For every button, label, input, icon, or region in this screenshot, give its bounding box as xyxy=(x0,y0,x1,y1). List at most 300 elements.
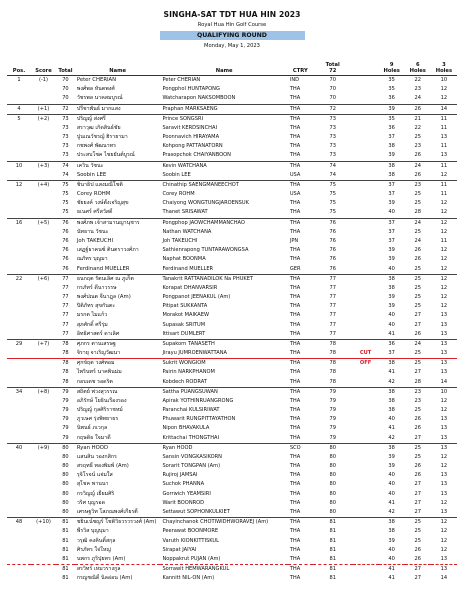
total-cell: 75 xyxy=(56,180,75,190)
name-thai-cell: เศรษฐวิท โสภณพงศ์เกียรติ์ xyxy=(76,508,138,515)
ctry-cell: THA xyxy=(289,463,301,470)
pos-cell xyxy=(7,471,31,480)
table-row xyxy=(7,555,457,565)
score-cell: (+1) xyxy=(31,104,56,114)
table-row xyxy=(7,359,457,369)
holes-9-cell: 42 xyxy=(388,378,395,385)
table-row xyxy=(7,151,457,161)
name-en-cell: Apirak YOTHINRUANGRONG xyxy=(162,397,234,404)
ctry-cell: THA xyxy=(289,152,301,159)
table-row xyxy=(7,320,457,329)
holes-9-cell: 40 xyxy=(388,546,395,553)
score-cell xyxy=(31,190,56,199)
col-name-en: Name xyxy=(215,68,233,74)
total-score-cell: 73 xyxy=(329,134,336,141)
holes-9-cell: 36 xyxy=(379,339,405,349)
name-thai-cell: กรวิญญ์ เยี่ยมศิริ xyxy=(76,490,115,497)
name-thai-cell: สราวุฒ เกิดสินธ์ชัย xyxy=(76,124,121,131)
total-score-cell: 74 xyxy=(329,171,336,178)
results-body xyxy=(7,76,457,584)
table-row xyxy=(7,415,457,424)
score-cell xyxy=(31,264,56,274)
holes-3-cell: 13 xyxy=(440,490,448,497)
ctry-cell: THA xyxy=(289,124,301,131)
name-thai-cell: กอบเดช รอดริต xyxy=(76,378,113,385)
holes-3-cell: 12 xyxy=(440,256,448,263)
table-row xyxy=(7,443,457,453)
total-score-cell: 75 xyxy=(329,200,336,207)
score-cell: (+9) xyxy=(31,443,56,453)
total-score-cell: 70 xyxy=(329,95,336,102)
ctry-cell: THA xyxy=(288,180,313,190)
col-score: Score xyxy=(35,68,52,74)
holes-3-cell: 14 xyxy=(440,575,448,582)
table-row xyxy=(7,527,457,536)
table-row xyxy=(7,94,457,104)
cut-marker-cell xyxy=(353,284,379,293)
score-cell: (+7) xyxy=(31,339,56,349)
ctry-cell: THA xyxy=(289,575,301,582)
name-thai-cell: กรญชณิดิ์ นิลอ่อน (Am) xyxy=(76,575,133,582)
holes-6-cell: 25 xyxy=(414,407,421,414)
col-cut xyxy=(353,58,379,76)
holes-9-cell: 38 xyxy=(388,171,395,178)
ctry-cell: THA xyxy=(289,369,301,376)
table-row xyxy=(7,114,457,124)
name-en-cell: Noppakrut PUJAN (Am) xyxy=(160,555,287,565)
holes-9-cell: 40 xyxy=(388,265,395,272)
holes-9-cell: 41 xyxy=(388,425,395,432)
holes-3-cell: 13 xyxy=(440,330,448,337)
total-score-cell: 77 xyxy=(329,284,336,291)
total-score-cell: 70 xyxy=(329,86,336,93)
table-row xyxy=(7,406,457,415)
report-header xyxy=(0,10,464,49)
score-cell xyxy=(31,424,56,433)
pos-cell xyxy=(7,190,31,199)
total-cell: 79 xyxy=(56,387,75,397)
name-en-cell: Thanet SRISAWAT xyxy=(162,209,208,216)
holes-6-cell: 23 xyxy=(414,397,421,404)
ctry-cell: THA xyxy=(289,360,301,367)
total-cell: 81 xyxy=(56,555,75,565)
total-score-cell: 80 xyxy=(329,472,336,479)
score-cell xyxy=(31,302,56,311)
name-thai-cell: นิพนธ์ ภเวกุล xyxy=(76,425,108,432)
table-row xyxy=(7,564,457,574)
holes-3-cell: 13 xyxy=(431,555,457,565)
holes-6-cell: 25 xyxy=(414,200,421,207)
name-thai-cell: ธเนศร์ ศรีสวัสดิ์ xyxy=(76,209,113,216)
holes-9-cell: 41 xyxy=(388,330,395,337)
score-cell xyxy=(31,349,56,359)
ctry-cell: THA xyxy=(289,312,301,319)
ctry-cell: THA xyxy=(288,274,313,284)
holes-3-cell: 11 xyxy=(440,191,448,198)
holes-9-cell: 40 xyxy=(388,490,395,497)
cut-marker-cell xyxy=(353,330,379,340)
col-9-holes xyxy=(379,58,405,76)
holes-6-cell: 24 xyxy=(405,339,431,349)
holes-6-cell: 28 xyxy=(414,378,421,385)
score-cell xyxy=(31,508,56,518)
pos-cell xyxy=(7,320,31,329)
name-en-cell: Tanakrit RATTANADILOK Na PHUKET xyxy=(160,274,287,284)
holes-9-cell: 37 xyxy=(379,218,405,228)
holes-3-cell: 12 xyxy=(440,171,448,178)
table-row xyxy=(7,274,457,284)
ctry-cell: GER xyxy=(289,265,301,272)
holes-9-cell: 38 xyxy=(379,443,405,453)
total-score-cell: 81 xyxy=(329,528,336,535)
pos-cell xyxy=(7,453,31,462)
holes-9-cell: 38 xyxy=(388,143,395,150)
name-thai-cell: นพกร ภูริปุยทร (Am) xyxy=(75,555,161,565)
name-thai-cell: Ferdinand MUELLER xyxy=(76,265,130,272)
name-thai-cell: ชัยยงค์ วงษ์ตั้งเจริญสุข xyxy=(76,200,129,207)
holes-6-cell: 24 xyxy=(414,238,421,244)
total-cell: 73 xyxy=(56,114,75,124)
holes-3-cell: 13 xyxy=(440,472,448,479)
holes-9-cell: 37 xyxy=(379,180,405,190)
total-score-cell: 75 xyxy=(329,209,336,216)
cut-marker-cell xyxy=(353,527,379,536)
pos-cell xyxy=(7,349,31,359)
name-en-cell: Phuwarit RUNGPITTAYATHON xyxy=(162,416,236,423)
holes-9-cell: 40 xyxy=(388,312,395,319)
cut-marker-cell xyxy=(353,415,379,424)
total-cell: 77 xyxy=(62,330,69,337)
holes-3-cell: 12 xyxy=(440,284,448,291)
name-thai-cell: พงศ์ภพ เจ้าสามานญานุชาร xyxy=(75,218,161,228)
total-score-cell: 76 xyxy=(329,256,336,263)
holes-3-cell: 11 xyxy=(440,124,448,131)
total-score-cell: 81 xyxy=(329,575,336,582)
holes-3-cell: 10 xyxy=(431,387,457,397)
cut-marker-cell xyxy=(353,199,379,208)
name-en-cell: Sirapat JAIYAI xyxy=(162,546,197,553)
table-row xyxy=(7,76,457,86)
pos-cell xyxy=(7,284,31,293)
name-en-cell: Chaiyong WONGTUNGJAROENSUK xyxy=(162,200,249,207)
holes-3-cell: 10 xyxy=(440,77,448,84)
total-cell: 80 xyxy=(56,443,75,453)
total-cell: 78 xyxy=(62,369,69,376)
table-row xyxy=(7,142,457,151)
cut-marker-cell xyxy=(353,424,379,433)
pos-cell xyxy=(7,527,31,536)
holes-9-cell: 39 xyxy=(388,537,395,544)
cut-marker-cell xyxy=(353,76,379,86)
score-cell xyxy=(31,320,56,329)
name-en-cell: Chinathip SAENGMANEECHOT xyxy=(160,180,287,190)
name-en-cell: Praphan MARKSAENG xyxy=(160,104,287,114)
table-row xyxy=(7,490,457,499)
cut-marker-cell xyxy=(353,124,379,133)
ctry-cell: THA xyxy=(288,161,313,171)
name-thai-cell: แสนสิน วองกสิกร xyxy=(76,453,117,460)
name-thai-cell: ชยินเน์ชญร์ โชติวิธวรวรวงศ์ (Am) xyxy=(75,518,161,528)
score-cell: (+3) xyxy=(31,161,56,171)
name-thai-cell: ณภัทร บุญมา xyxy=(76,256,108,263)
name-en-cell: Nathan WATCHANA xyxy=(162,228,212,235)
score-cell xyxy=(31,133,56,142)
table-row xyxy=(7,378,457,388)
holes-9-cell: 37 xyxy=(388,191,395,198)
holes-9-cell: 40 xyxy=(388,321,395,328)
name-thai-cell: ศิรภัทร ใจ่ใหญ่ xyxy=(76,546,111,553)
cut-marker-cell xyxy=(353,255,379,264)
name-en-cell: Joh TAKEUCHI xyxy=(162,238,198,244)
holes-6-cell: 27 xyxy=(414,575,421,582)
score-cell xyxy=(31,490,56,499)
holes-9-cell: 39 xyxy=(388,303,395,310)
holes-3-cell: 13 xyxy=(431,339,457,349)
holes-3-cell: 12 xyxy=(440,546,448,553)
score-cell xyxy=(31,434,56,444)
pos-cell xyxy=(7,237,31,246)
cut-marker-cell xyxy=(353,564,379,574)
ctry-cell: THA xyxy=(288,218,313,228)
holes-6-cell: 26 xyxy=(414,546,421,553)
cut-marker-cell xyxy=(353,311,379,320)
pos-cell: 10 xyxy=(7,161,31,171)
holes-6-cell: 22 xyxy=(414,124,421,131)
total-score-cell: 77 xyxy=(329,330,336,337)
total-cell: 77 xyxy=(62,312,69,319)
cut-marker-cell: OFF xyxy=(359,360,372,367)
name-thai-cell: พงศ์พล หันตพงศ์ xyxy=(76,86,115,93)
holes-6-cell: 27 xyxy=(414,481,421,488)
ctry-cell: IND xyxy=(289,77,300,84)
score-cell xyxy=(31,378,56,388)
holes-9-cell: 38 xyxy=(379,274,405,284)
total-cell: 75 xyxy=(62,200,69,207)
pos-cell: 12 xyxy=(7,180,31,190)
total-score-cell: 77 xyxy=(329,294,336,301)
holes-9-cell: 35 xyxy=(388,77,395,84)
pos-cell: 40 xyxy=(7,443,31,453)
score-cell xyxy=(31,536,56,545)
cut-marker-cell xyxy=(353,228,379,237)
name-en-cell: Pongphop JAOWCHAMMANCHAO xyxy=(160,218,287,228)
holes-3-cell: 13 xyxy=(440,425,448,432)
holes-6-cell: 26 xyxy=(414,425,421,432)
name-en-cell: Sukrit WONGIOM xyxy=(162,360,206,367)
total-cell: 79 xyxy=(62,416,69,423)
total-cell: 70 xyxy=(62,86,69,93)
ctry-cell: THA xyxy=(289,499,301,506)
ctry-cell: THA xyxy=(289,508,301,515)
holes-3-cell: 12 xyxy=(440,407,448,414)
total-score-cell: 81 xyxy=(313,555,353,565)
name-en-cell: Jirayu JUMROENWATTANA xyxy=(160,349,287,359)
total-score-cell: 78 xyxy=(329,369,336,376)
holes-6-cell: 25 xyxy=(414,303,421,310)
table-header-row xyxy=(7,58,457,76)
name-en-cell: Suchok PHANNA xyxy=(162,481,205,488)
total-score-cell: 79 xyxy=(313,387,353,397)
name-en-cell: Kobdech RODRAT xyxy=(162,378,207,385)
ctry-cell: THA xyxy=(289,228,301,235)
name-thai-cell: Corey ROHM xyxy=(76,191,111,198)
score-cell xyxy=(31,462,56,471)
cut-marker-cell xyxy=(353,518,379,528)
pos-cell xyxy=(7,574,31,583)
col-pos: Pos. xyxy=(12,68,26,74)
table-row xyxy=(7,387,457,397)
name-thai-cell: พีรวิส บุญบุมา xyxy=(76,528,109,535)
cut-marker-cell xyxy=(353,499,379,508)
total-score-cell: 80 xyxy=(329,463,336,470)
name-en-cell: Paranchai KULSIRIWAT xyxy=(162,407,220,414)
total-cell: 77 xyxy=(62,321,69,328)
total-cell: 73 xyxy=(62,152,69,159)
ctry-cell: THA xyxy=(289,143,301,150)
holes-9-cell: 41 xyxy=(388,369,395,376)
ctry-cell: USA xyxy=(289,191,301,198)
total-cell: 80 xyxy=(62,508,69,515)
table-row xyxy=(7,180,457,190)
total-score-cell: 76 xyxy=(313,218,353,228)
holes-9-cell: 38 xyxy=(388,360,395,367)
total-cell: 80 xyxy=(62,463,69,470)
cut-marker-cell xyxy=(353,171,379,181)
holes-6-cell: 25 xyxy=(414,528,421,535)
pos-cell xyxy=(7,133,31,142)
table-row xyxy=(7,480,457,489)
ctry-cell: THA xyxy=(289,200,301,207)
name-en-cell: Ferdinand MUELLER xyxy=(162,265,214,272)
holes-9-cell: 38 xyxy=(379,518,405,528)
cut-marker-cell xyxy=(353,555,379,565)
holes-3-cell: 12 xyxy=(440,86,448,93)
cut-marker-cell xyxy=(353,237,379,246)
holes-6-cell: 25 xyxy=(414,537,421,544)
holes-9-cell: 38 xyxy=(388,407,395,414)
holes-3-cell: 12 xyxy=(431,518,457,528)
h6-label: 6 xyxy=(415,62,420,68)
score-cell xyxy=(31,471,56,480)
pos-cell xyxy=(7,199,31,208)
name-thai-cell: มรกต ไมแก้ว xyxy=(76,312,108,319)
holes-6-cell: 25 xyxy=(414,284,421,291)
name-en-cell: Watcharapon NAKSOMBOON xyxy=(162,95,236,102)
pos-cell xyxy=(7,264,31,274)
pos-cell xyxy=(7,151,31,161)
cut-marker-cell xyxy=(353,443,379,453)
score-cell xyxy=(31,397,56,406)
total-cell: 80 xyxy=(62,453,69,460)
pos-cell: 4 xyxy=(7,104,31,114)
total-cell: 73 xyxy=(62,134,69,141)
total-cell: 77 xyxy=(62,303,69,310)
total-score-cell: 80 xyxy=(329,481,336,488)
pos-cell xyxy=(7,536,31,545)
score-cell xyxy=(31,94,56,104)
cut-marker-cell xyxy=(353,114,379,124)
ctry-cell: SCO xyxy=(288,443,313,453)
holes-3-cell: 12 xyxy=(440,200,448,207)
score-cell xyxy=(31,171,56,181)
name-en-cell: Kohpong PATTANATORN xyxy=(162,143,223,150)
total-score-cell: 79 xyxy=(329,397,336,404)
holes-6-cell: 22 xyxy=(414,77,421,84)
cut-marker-cell xyxy=(353,180,379,190)
h9-holes-label: Holes xyxy=(383,68,400,74)
holes-3-cell: 11 xyxy=(440,143,448,150)
pos-cell xyxy=(7,480,31,489)
total-cell: 80 xyxy=(62,499,69,506)
name-en-cell: Prince SONGSRI xyxy=(160,114,287,124)
name-thai-cell: อิทธิศาสตร์ ดาเลิศ xyxy=(76,330,120,337)
table-row xyxy=(7,133,457,142)
name-en-cell: Sansin VONGKASIKORN xyxy=(162,453,222,460)
name-thai-cell: วัชรพล นาคสมบูรณ์ xyxy=(76,95,123,102)
score-cell xyxy=(31,228,56,237)
name-en-cell: Kevin WATCHANA xyxy=(160,161,287,171)
score-cell: (+5) xyxy=(31,218,56,228)
holes-6-cell: 25 xyxy=(414,265,421,272)
table-row xyxy=(7,171,457,181)
total-score-cell: 72 xyxy=(313,104,353,114)
total-cell: 77 xyxy=(56,274,75,284)
ctry-cell: THA xyxy=(289,546,301,553)
holes-9-cell: 41 xyxy=(388,499,395,506)
name-thai-cell: ชินาธิป แสงมณีโชติ xyxy=(75,180,161,190)
name-thai-cell: กชพงศ์ พัฒนาทร xyxy=(76,143,116,150)
total-cell: 79 xyxy=(62,425,69,432)
table-row xyxy=(7,462,457,471)
holes-6-cell: 25 xyxy=(414,360,421,367)
holes-6-cell: 24 xyxy=(405,218,431,228)
table-row xyxy=(7,330,457,340)
ctry-cell: THA xyxy=(289,472,301,479)
table-row xyxy=(7,518,457,528)
total-cell: 75 xyxy=(62,191,69,198)
holes-9-cell: 37 xyxy=(388,228,395,235)
holes-9-cell: 42 xyxy=(388,434,395,441)
ctry-cell: THA xyxy=(288,387,313,397)
pos-cell: 22 xyxy=(7,274,31,284)
ctry-cell: THA xyxy=(289,490,301,497)
total-score-cell: 79 xyxy=(329,425,336,432)
holes-3-cell: 12 xyxy=(440,453,448,460)
cut-marker-cell xyxy=(353,142,379,151)
pos-cell: 48 xyxy=(7,518,31,528)
total-score-cell: 73 xyxy=(329,124,336,131)
total-score-cell: 79 xyxy=(329,416,336,423)
total-cell: 74 xyxy=(56,161,75,171)
par-label: 72 xyxy=(329,68,337,74)
holes-9-cell: 41 xyxy=(388,566,395,573)
ctry-cell: THA xyxy=(289,86,301,93)
holes-6-cell: 25 xyxy=(405,443,431,453)
total-cell: 78 xyxy=(62,360,69,367)
results-table xyxy=(7,58,457,583)
h3-label: 3 xyxy=(442,62,446,68)
name-en-cell: Supakorn TANASETH xyxy=(160,339,287,349)
holes-6-cell: 21 xyxy=(405,114,431,124)
holes-6-cell: 26 xyxy=(414,247,421,254)
name-thai-cell: ปรีชาพันธ์ มากแสง xyxy=(75,104,161,114)
holes-3-cell: 12 xyxy=(440,247,448,254)
total-cell: 80 xyxy=(62,472,69,479)
ctry-cell: JPN xyxy=(289,238,299,244)
name-thai-cell: ศุภกร ตานเสรษฐ xyxy=(75,339,161,349)
name-en-cell: Korapat DHANVARSIR xyxy=(162,284,218,291)
holes-6-cell: 27 xyxy=(414,566,421,573)
